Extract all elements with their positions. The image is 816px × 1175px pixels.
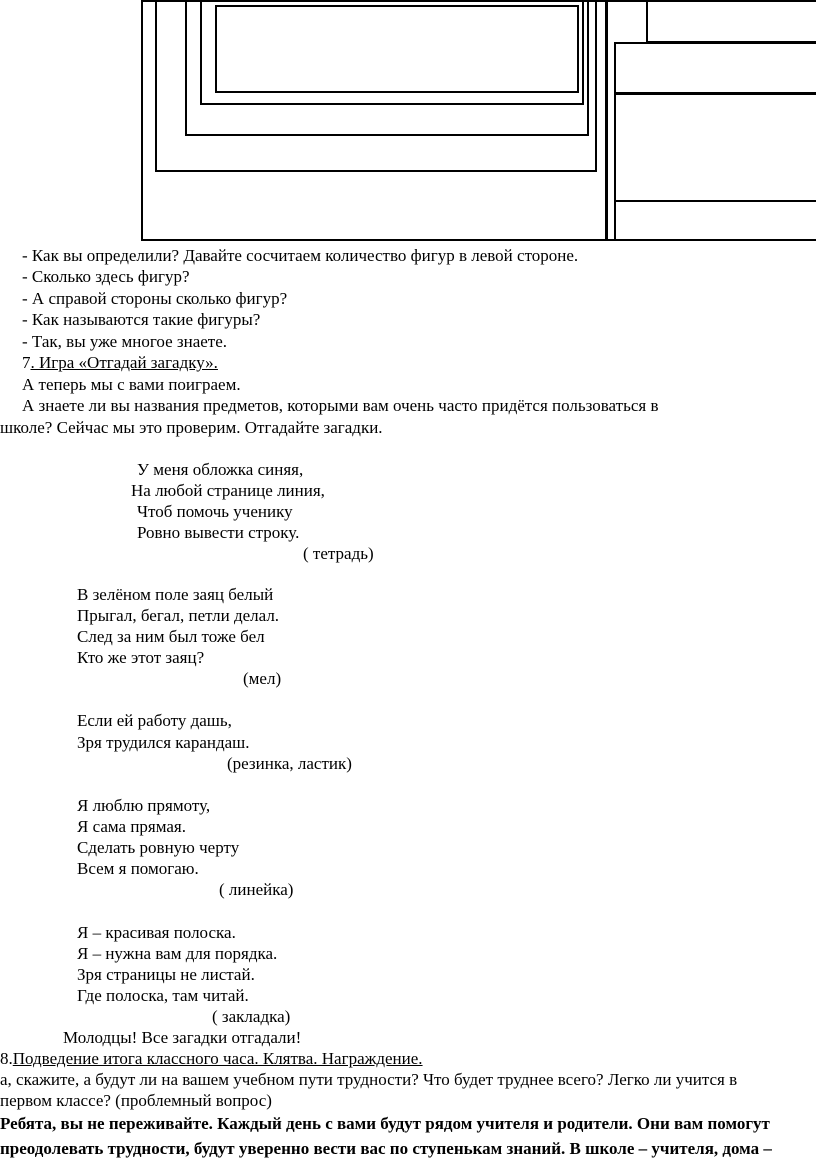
riddle-line: В зелёном поле заяц белый	[77, 585, 274, 604]
riddle-answer: ( закладка)	[212, 1007, 291, 1026]
praise-line: Молодцы! Все загадки отгадали!	[63, 1028, 302, 1047]
riddle-line: Я – красивая полоска.	[77, 923, 236, 942]
section-7-number: 7	[22, 353, 31, 372]
dialogue-line: - Сколько здесь фигур?	[22, 267, 190, 286]
riddle-line: Ровно вывести строку.	[137, 523, 300, 542]
stacked-rectangle-4	[614, 200, 816, 241]
riddle-line: Где полоска, там читай.	[77, 986, 249, 1005]
stacked-rectangle-3	[614, 93, 816, 202]
riddle-line: Прыгал, бегал, петли делал.	[77, 606, 280, 625]
section-8-heading	[0, 1048, 423, 1069]
stacked-rectangle-1	[646, 0, 816, 43]
paragraph-line: первом классе? (проблемный вопрос)	[0, 1091, 272, 1110]
riddle-line: Зря страницы не листай.	[77, 965, 255, 984]
section-7-heading	[22, 352, 218, 373]
stacked-rectangle-2	[614, 42, 816, 94]
riddle-answer: ( линейка)	[219, 880, 294, 899]
riddle-line: След за ним был тоже бел	[77, 627, 265, 646]
dialogue-line: - А справой стороны сколько фигур?	[22, 289, 288, 308]
riddle-line: Чтоб помочь ученику	[137, 502, 293, 521]
riddle-answer: (резинка, ластик)	[227, 754, 352, 773]
bold-paragraph-line: преодолевать трудности, будут уверенно вести вас по ступенькам знаний. В школе – учителя, дома –	[0, 1139, 772, 1158]
dialogue-line: - Так, вы уже многое знаете.	[22, 332, 228, 351]
riddle-line: У меня обложка синяя,	[137, 460, 304, 479]
riddle-line: На любой странице линия,	[131, 481, 325, 500]
riddle-line: Я сама прямая.	[77, 817, 186, 836]
riddle-line: Кто же этот заяц?	[77, 648, 205, 667]
riddle-line: Сделать ровную черту	[77, 838, 240, 857]
nested-rectangle-5	[215, 5, 579, 93]
section-7-title: . Игра «Отгадай загадку».	[30, 353, 218, 372]
riddle-line: Я люблю прямоту,	[77, 796, 211, 815]
paragraph-line: А теперь мы с вами поиграем.	[22, 375, 241, 394]
section-8-number: 8.	[0, 1049, 13, 1068]
dialogue-line: - Как вы определили? Давайте сосчитаем количество фигур в левой стороне.	[22, 246, 579, 265]
paragraph-line: а, скажите, а будут ли на вашем учебном пути трудности? Что будет труднее всего? Легко ли учится в	[0, 1070, 738, 1089]
riddle-answer: (мел)	[243, 669, 282, 688]
section-8-title: Подведение итога классного часа. Клятва. Награждение.	[12, 1049, 423, 1068]
riddle-answer: ( тетрадь)	[303, 544, 374, 563]
riddle-line: Всем я помогаю.	[77, 859, 199, 878]
riddle-line: Если ей работу дашь,	[77, 711, 232, 730]
paragraph-line: школе? Сейчас мы это проверим. Отгадайте загадки.	[0, 418, 383, 437]
riddle-line: Я – нужна вам для порядка.	[77, 944, 278, 963]
riddle-line: Зря трудился карандаш.	[77, 733, 250, 752]
dialogue-line: - Как называются такие фигуры?	[22, 310, 261, 329]
paragraph-line: А знаете ли вы названия предметов, которыми вам очень часто придётся пользоваться в	[22, 396, 659, 415]
bold-paragraph-line: Ребята, вы не переживайте. Каждый день с вами будут рядом учителя и родители. Они вам помогут	[0, 1114, 770, 1133]
